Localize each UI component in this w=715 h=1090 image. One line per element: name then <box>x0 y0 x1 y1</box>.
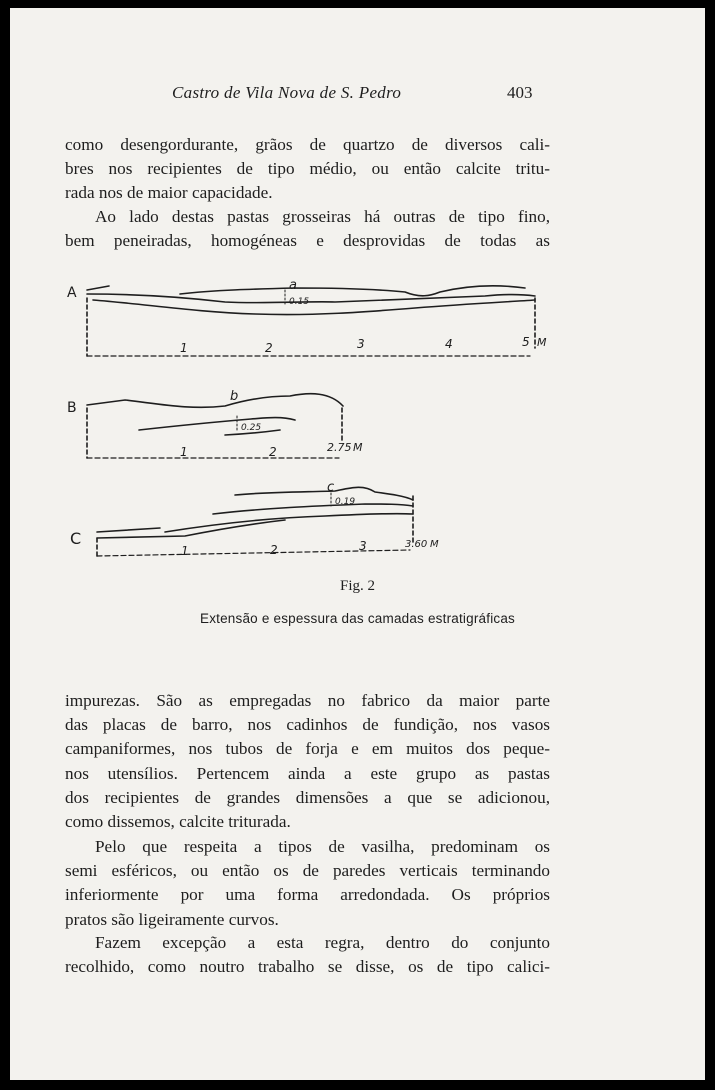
text-line: campaniformes, nos tubos de forja e em muitos dos peque- <box>65 739 550 759</box>
text-line: nos utensílios. Pertencem ainda a este grupo as pastas <box>65 763 550 783</box>
profile-a-tick-1: 1 <box>180 341 188 355</box>
text-line: recolhido, como noutro trabalho se disse, os de tipo calici- <box>65 957 550 977</box>
profile-b-lower-line <box>139 418 295 430</box>
paragraph-5 <box>65 931 550 979</box>
profile-c-label: C <box>70 529 82 548</box>
profile-b-verticals <box>87 408 342 458</box>
text-line: Pelo que respeita a tipos de vasilha, predominam os <box>95 837 550 856</box>
text-line: Ao lado destas pastas grosseiras há outras de tipo fino, <box>95 207 550 226</box>
paragraph-3 <box>65 689 550 834</box>
profile-a-tick-4: 4 <box>445 337 453 351</box>
profile-a-tick-5: 5 <box>522 335 530 349</box>
profile-c-tick-4: 3.60 <box>405 539 428 550</box>
profile-c-tick-3: 3 <box>359 539 367 553</box>
profile-b-tick-1: 1 <box>180 445 188 459</box>
profile-a-unit: M <box>537 336 547 349</box>
text-line: semi esféricos, ou então os de paredes verticais terminando <box>65 861 550 881</box>
text-line: Fazem excepção a esta regra, dentro do conjunto <box>95 933 550 952</box>
book-page <box>10 8 705 1080</box>
text-line: dos recipientes de grandes dimensões a que se adicionou, <box>65 787 550 807</box>
profile-b-unit: M <box>353 441 363 454</box>
profile-a-label: A <box>67 285 77 301</box>
profile-a-tick-2: 2 <box>265 341 273 355</box>
running-head <box>10 83 705 113</box>
text-line: inferiormente por uma forma arredondada. Os próprios <box>65 885 550 905</box>
figure-caption: Fig. 2 <box>339 578 375 594</box>
profile-a-top-edge <box>87 286 109 290</box>
profile-c <box>70 480 439 558</box>
profile-c-unit: M <box>430 539 439 550</box>
paragraph-1 <box>65 133 550 206</box>
profile-a-layer-label: a <box>289 278 297 293</box>
text-line: bres nos recipientes de tipo médio, ou então calcite tritu- <box>65 159 550 179</box>
text-line: como desengordurante, grãos de quartzo de diversos cali- <box>65 135 550 154</box>
profile-a-thickness: 0.15 <box>289 297 310 307</box>
profile-b-upper-line <box>87 394 343 408</box>
profile-c-tick-1: 1 <box>181 544 189 558</box>
profile-c-layer-line <box>213 504 413 514</box>
profile-b-layer-label: b <box>230 389 239 404</box>
text-line: rada nos de maior capacidade. <box>65 183 273 203</box>
profile-b-tick-2: 2 <box>269 445 277 459</box>
profile-b-tick-3: 2.75 <box>327 441 352 454</box>
stratigraphy-diagram <box>65 270 555 570</box>
text-line: das placas de barro, nos cadinhos de fundição, nos vasos <box>65 715 550 735</box>
paragraph-4 <box>65 835 550 932</box>
profile-a-upper-line <box>180 286 525 296</box>
profile-c-thickness: 0.19 <box>335 497 356 507</box>
running-title: Castro de Vila Nova de S. Pedro <box>172 83 402 102</box>
figure-subcaption: Extensão e espessura das camadas estratigráficas <box>199 611 515 626</box>
page-number: 403 <box>507 83 533 102</box>
profile-c-lower-line <box>165 514 413 532</box>
profile-b-label: B <box>67 400 77 416</box>
profile-b-thickness: 0.25 <box>241 423 262 433</box>
profile-c-basal-lines <box>97 520 285 538</box>
text-line: pratos são ligeiramente curvos. <box>65 909 279 929</box>
profile-b <box>67 389 363 459</box>
profile-c-tick-2: 2 <box>270 543 278 557</box>
profile-a-tick-3: 3 <box>357 337 365 351</box>
profile-c-upper-line <box>235 487 413 500</box>
profile-a <box>67 278 547 356</box>
profile-a-layer-line <box>87 294 535 303</box>
text-line: impurezas. São as empregadas no fabrico da maior parte <box>65 691 550 710</box>
stratigraphy-figure <box>65 270 555 570</box>
profile-c-layer-label: c <box>327 480 335 495</box>
text-line: como dissemos, calcite triturada. <box>65 812 291 832</box>
text-line: bem peneiradas, homogéneas e desprovidas de todas as <box>65 231 550 251</box>
paragraph-2 <box>65 205 550 253</box>
